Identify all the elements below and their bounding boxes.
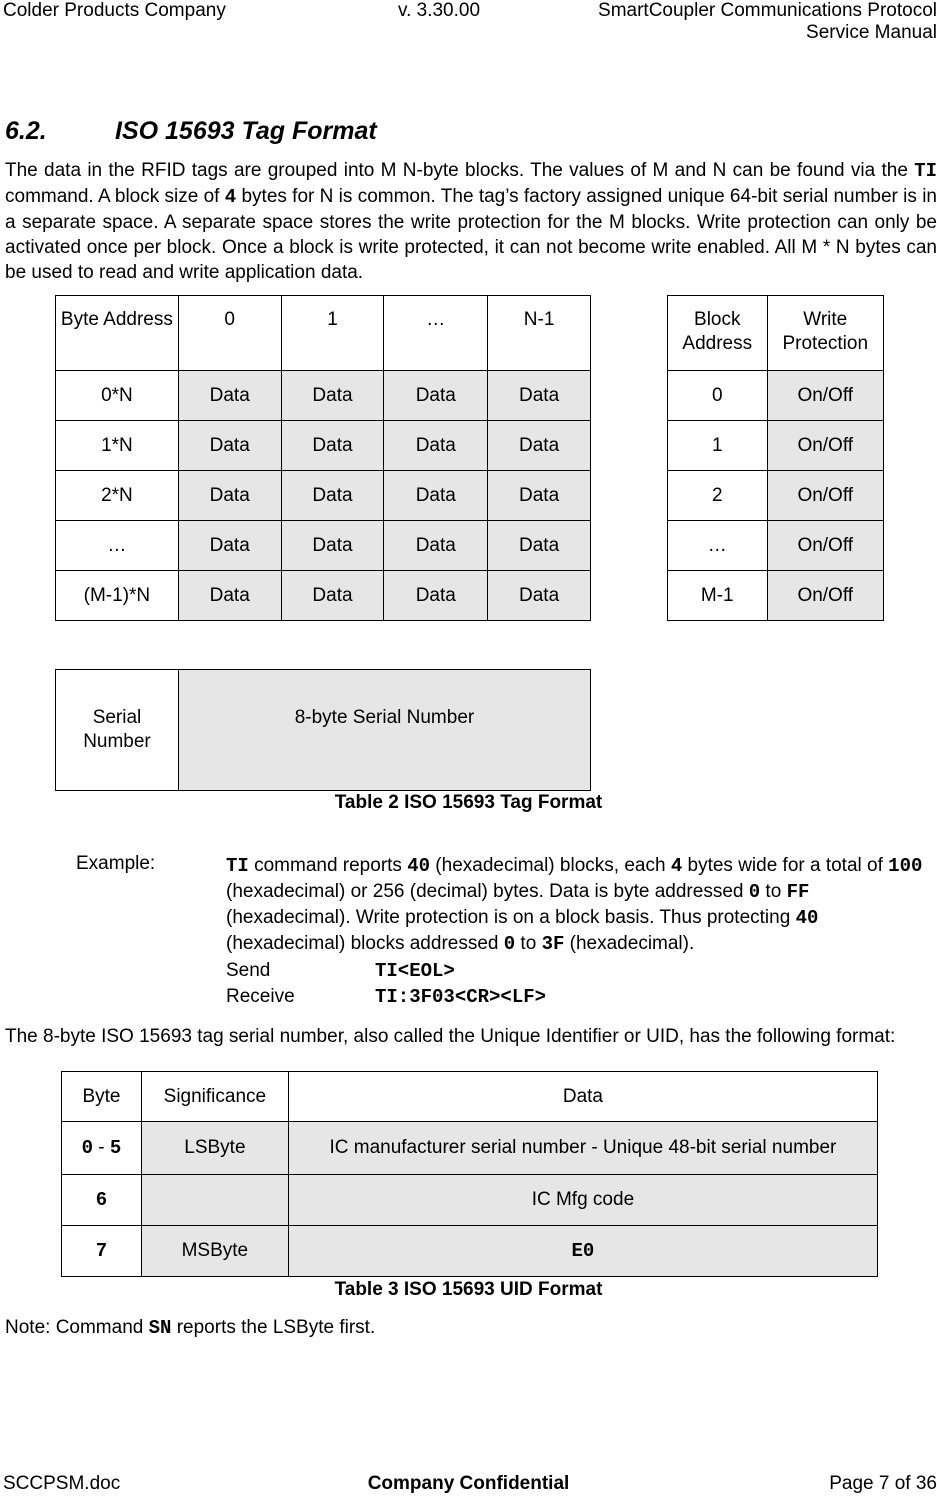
intro-text-3: bytes for N is common. The tag’s factory assigned unique 64-bit serial number is in a separate space. A separate space stores the write protection for the M blocks. Write protection can only be activated once per block. Once a block is write protected, it can not become write enabled. All M * N bytes can be used to read and write application data. — [5, 186, 937, 283]
serial-table — [55, 669, 591, 791]
col-header: Significance — [141, 1072, 288, 1122]
intro-cmd-ti: TI — [914, 160, 937, 182]
data-cell: Data — [281, 421, 384, 471]
example-value: 40 — [795, 907, 819, 929]
header-title-line2: Service Manual — [806, 22, 937, 43]
data-cell: Data — [178, 471, 281, 521]
data-cell: Data — [384, 471, 488, 521]
note-text-1: Note: Command — [5, 1317, 149, 1338]
protection-table-header — [668, 296, 884, 371]
data-cell: Data — [488, 521, 591, 571]
send-value: TI<EOL> — [375, 960, 455, 982]
uid-data: E0 — [288, 1226, 877, 1277]
footer-doc: SCCPSM.doc — [3, 1473, 121, 1494]
note — [5, 1317, 375, 1339]
serial-value: 8-byte Serial Number — [178, 670, 590, 791]
note-text-2: reports the LSByte first. — [171, 1317, 376, 1338]
table-row — [56, 571, 591, 621]
col-header: Data — [288, 1072, 877, 1122]
example-value: 0 — [748, 881, 761, 903]
col-header: … — [384, 296, 488, 371]
protection-cell: On/Off — [767, 421, 884, 471]
table-3-caption: Table 3 ISO 15693 UID Format — [334, 1279, 603, 1300]
protection-cell: On/Off — [767, 571, 884, 621]
table-row — [56, 371, 591, 421]
receive-label: Receive — [226, 986, 295, 1007]
col-header: Byte Address — [56, 296, 179, 371]
uid-byte-start: 0 — [81, 1137, 94, 1159]
example-value: 40 — [407, 855, 431, 877]
row-address: (M-1)*N — [56, 571, 179, 621]
example-text-7: (hexadecimal) blocks addressed — [226, 933, 504, 954]
header-version: v. 3.30.00 — [398, 0, 481, 21]
data-cell: Data — [384, 521, 488, 571]
block-address: M-1 — [668, 571, 768, 621]
data-cell: Data — [488, 471, 591, 521]
col-header: 0 — [178, 296, 281, 371]
uid-byte-end: 5 — [109, 1137, 122, 1159]
block-address: 0 — [668, 371, 768, 421]
table-row — [668, 471, 884, 521]
example-text-4: (hexadecimal) or 256 (decimal) bytes. Data is byte addressed — [226, 881, 749, 902]
section-number: 6.2. — [5, 117, 47, 145]
protection-cell: On/Off — [767, 521, 884, 571]
example-value: 4 — [670, 855, 683, 877]
table-row — [62, 1175, 878, 1226]
example-value: 3F — [541, 933, 565, 955]
data-cell: Data — [178, 371, 281, 421]
data-cell: Data — [281, 371, 384, 421]
protection-table — [667, 295, 884, 621]
uid-byte: 6 — [62, 1175, 142, 1226]
data-cell: Data — [488, 421, 591, 471]
table-row — [56, 421, 591, 471]
example-text — [226, 853, 934, 957]
table-row — [668, 521, 884, 571]
protection-cell: On/Off — [767, 471, 884, 521]
uid-data: IC manufacturer serial number - Unique 48-bit serial number — [288, 1122, 877, 1175]
section-title: ISO 15693 Tag Format — [115, 117, 377, 145]
footer-confidential: Company Confidential — [367, 1473, 570, 1494]
example-text-9: (hexadecimal). — [564, 933, 695, 954]
table-row — [62, 1226, 878, 1277]
col-header: 1 — [281, 296, 384, 371]
table-row — [62, 1122, 878, 1175]
uid-byte-sep: - — [93, 1137, 110, 1158]
header-title-line1: SmartCoupler Communications Protocol — [598, 0, 937, 21]
data-cell: Data — [488, 571, 591, 621]
example-cmd-ti: TI — [226, 855, 249, 877]
row-address: 0*N — [56, 371, 179, 421]
table-row — [668, 571, 884, 621]
intro-text-1: The data in the RFID tags are grouped into M N-byte blocks. The values of M and N can be found via the — [5, 160, 915, 181]
data-table-header — [56, 296, 591, 371]
data-cell: Data — [281, 521, 384, 571]
section-heading — [5, 117, 377, 146]
col-header: Write Protection — [767, 296, 884, 371]
send-label: Send — [226, 960, 271, 981]
data-cell: Data — [384, 421, 488, 471]
row-address: 2*N — [56, 471, 179, 521]
serial-label: Serial Number — [56, 670, 179, 791]
table-row — [56, 471, 591, 521]
footer-page: Page 7 of 36 — [829, 1473, 937, 1494]
data-cell: Data — [384, 371, 488, 421]
data-cell: Data — [178, 421, 281, 471]
note-cmd-sn: SN — [148, 1317, 172, 1339]
uid-intro: The 8-byte ISO 15693 tag serial number, also called the Unique Identifier or UID, has the following format: — [5, 1026, 896, 1047]
example-value: FF — [786, 881, 810, 903]
col-header: Block Address — [668, 296, 768, 371]
example-text-8: to — [515, 933, 542, 954]
table-2-caption: Table 2 ISO 15693 Tag Format — [334, 792, 603, 813]
intro-text-2: command. A block size of — [5, 186, 225, 207]
example-value: 100 — [888, 855, 923, 877]
uid-byte — [62, 1122, 142, 1175]
data-cell: Data — [281, 471, 384, 521]
row-address: 1*N — [56, 421, 179, 471]
intro-value-4: 4 — [224, 186, 237, 208]
uid-significance: MSByte — [141, 1226, 288, 1277]
example-text-5: to — [760, 881, 787, 902]
data-cell: Data — [178, 521, 281, 571]
table-row — [668, 421, 884, 471]
data-cell: Data — [178, 571, 281, 621]
col-header: N-1 — [488, 296, 591, 371]
data-table — [55, 295, 591, 621]
uid-data: IC Mfg code — [288, 1175, 877, 1226]
uid-significance: LSByte — [141, 1122, 288, 1175]
example-value: 0 — [503, 933, 516, 955]
row-address: … — [56, 521, 179, 571]
uid-significance — [141, 1175, 288, 1226]
header-title — [598, 0, 937, 44]
header-company: Colder Products Company — [3, 0, 226, 21]
intro-paragraph — [5, 158, 937, 285]
example-text-1: command reports — [248, 855, 408, 876]
data-cell: Data — [488, 371, 591, 421]
receive-value: TI:3F03<CR><LF> — [375, 986, 547, 1008]
example-label: Example: — [76, 853, 156, 874]
data-cell: Data — [384, 571, 488, 621]
uid-table-header — [62, 1072, 878, 1122]
col-header: Byte — [62, 1072, 142, 1122]
table-row — [56, 521, 591, 571]
example-text-2: (hexadecimal) blocks, each — [430, 855, 671, 876]
example-text-3: bytes wide for a total of — [682, 855, 889, 876]
data-cell: Data — [281, 571, 384, 621]
example-text-6: (hexadecimal). Write protection is on a block basis. Thus protecting — [226, 907, 796, 928]
block-address: 2 — [668, 471, 768, 521]
protection-cell: On/Off — [767, 371, 884, 421]
block-address: … — [668, 521, 768, 571]
block-address: 1 — [668, 421, 768, 471]
uid-byte: 7 — [62, 1226, 142, 1277]
uid-table — [61, 1071, 878, 1277]
table-row — [668, 371, 884, 421]
